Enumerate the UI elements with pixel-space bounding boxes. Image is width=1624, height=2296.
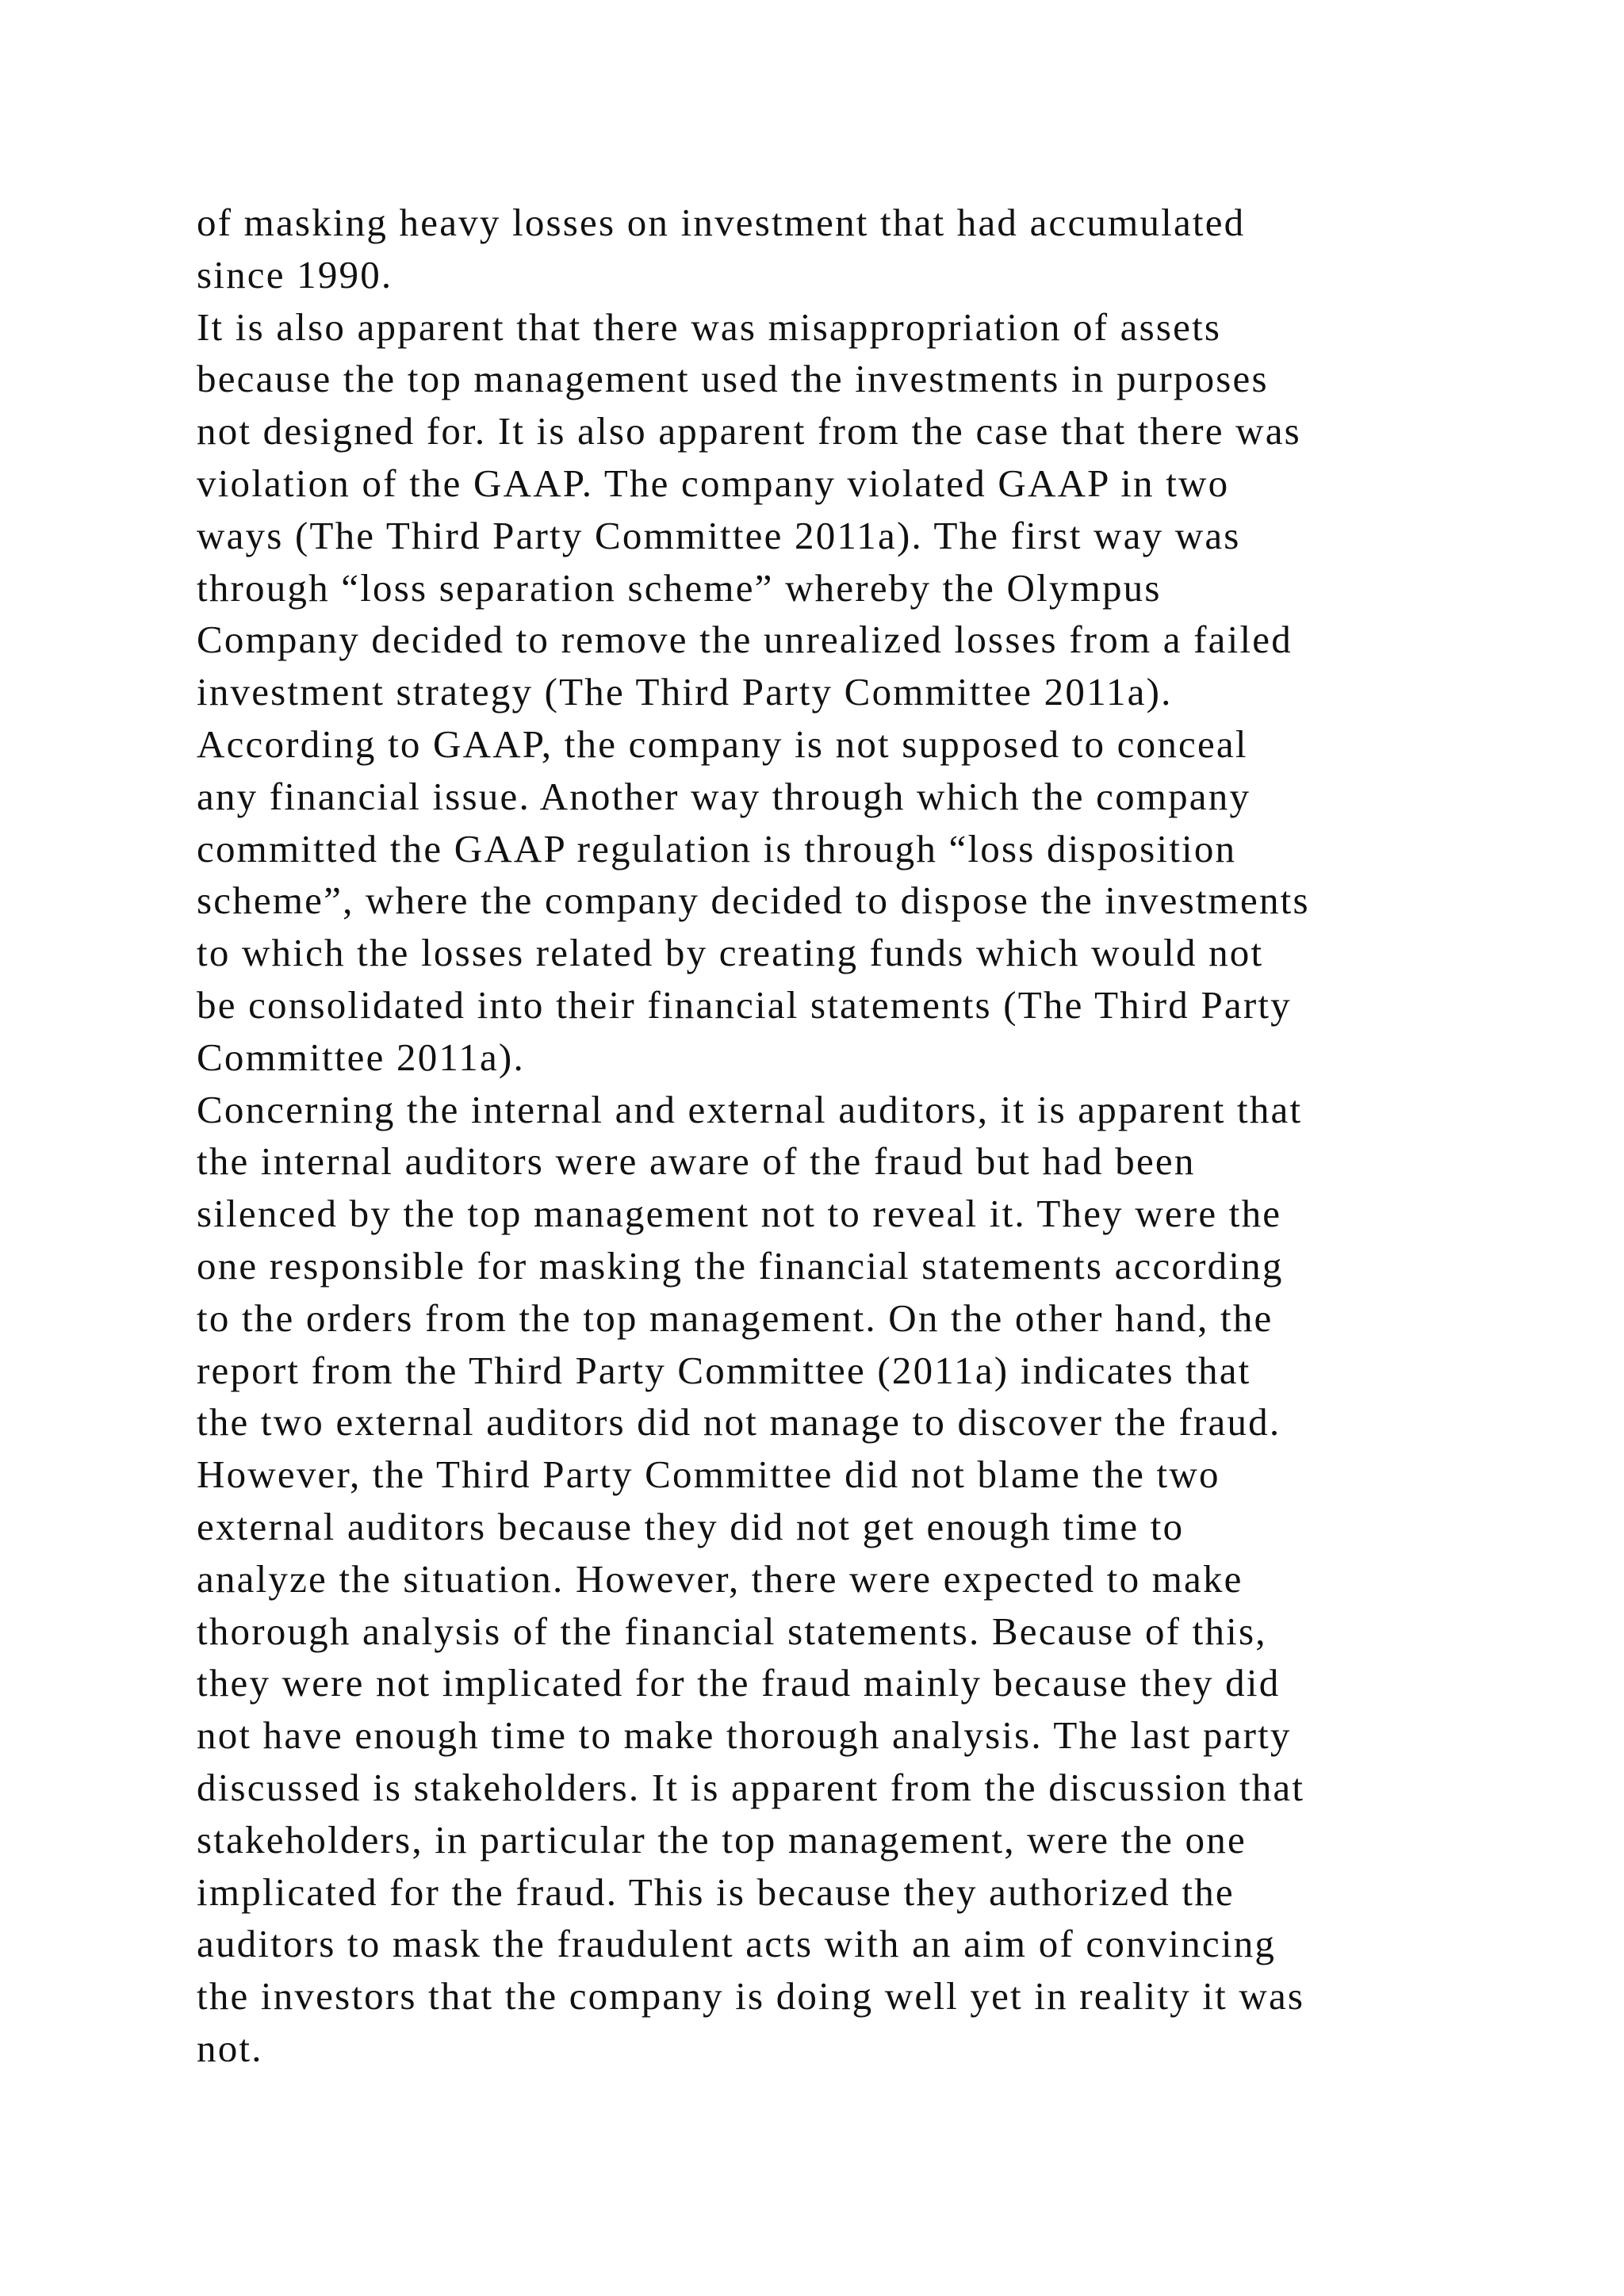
text-line: committed the GAAP regulation is through “loss disposition	[197, 826, 1237, 871]
text-line: silenced by the top management not to reveal it. They were the	[197, 1192, 1282, 1236]
text-line: any financial issue. Another way through which the company	[197, 774, 1251, 818]
text-line: they were not implicated for the fraud mainly because they did	[197, 1661, 1281, 1705]
text-line: stakeholders, in particular the top management, were the one	[197, 1817, 1247, 1862]
text-line: ways (The Third Party Committee 2011a). The first way was	[197, 513, 1241, 557]
text-line: It is also apparent that there was misappropriation of assets	[197, 304, 1222, 349]
text-line: one responsible for masking the financial statements according	[197, 1243, 1284, 1288]
text-line: However, the Third Party Committee did not blame the two	[197, 1452, 1220, 1497]
text-line: the investors that the company is doing well yet in reality it was	[197, 1974, 1305, 2019]
text-line: the internal auditors were aware of the fraud but had been	[197, 1139, 1196, 1184]
text-line: Concerning the internal and external auditors, it is apparent that	[197, 1087, 1303, 1131]
text-line: be consolidated into their financial statements (The Third Party	[197, 982, 1292, 1027]
text-line: According to GAAP, the company is not supposed to conceal	[197, 721, 1248, 766]
text-line: the two external auditors did not manage to discover the fraud.	[197, 1400, 1281, 1445]
text-line: through “loss separation scheme” whereby the Olympus	[197, 565, 1162, 610]
text-line: Committee 2011a).	[197, 1035, 525, 1079]
text-line: violation of the GAAP. The company violated GAAP in two	[197, 461, 1230, 505]
text-line: scheme”, where the company decided to dispose the investments	[197, 878, 1310, 923]
body-text	[197, 197, 1481, 2075]
text-line: implicated for the fraud. This is because they authorized the	[197, 1869, 1235, 1914]
text-line: since 1990.	[197, 252, 393, 297]
text-line: discussed is stakeholders. It is apparent from the discussion that	[197, 1765, 1305, 1809]
text-line: to the orders from the top management. On the other hand, the	[197, 1295, 1274, 1340]
text-line: not.	[197, 2026, 263, 2070]
text-line: not designed for. It is also apparent from the case that there was	[197, 409, 1301, 453]
text-line: not have enough time to make thorough analysis. The last party	[197, 1713, 1292, 1758]
text-line: of masking heavy losses on investment that had accumulated	[197, 201, 1246, 244]
text-line: because the top management used the investments in purposes	[197, 357, 1269, 401]
text-line: thorough analysis of the financial statements. Because of this,	[197, 1609, 1267, 1653]
text-line: investment strategy (The Third Party Committee 2011a).	[197, 670, 1173, 714]
text-line: report from the Third Party Committee (2011a) indicates that	[197, 1348, 1251, 1392]
text-line: analyze the situation. However, there were expected to make	[197, 1556, 1243, 1601]
text-line: Company decided to remove the unrealized losses from a failed	[197, 618, 1293, 662]
text-line: external auditors because they did not get enough time to	[197, 1504, 1185, 1548]
text-line: auditors to mask the fraudulent acts with an aim of convincing	[197, 1922, 1277, 1966]
text-line: to which the losses related by creating funds which would not	[197, 931, 1264, 975]
